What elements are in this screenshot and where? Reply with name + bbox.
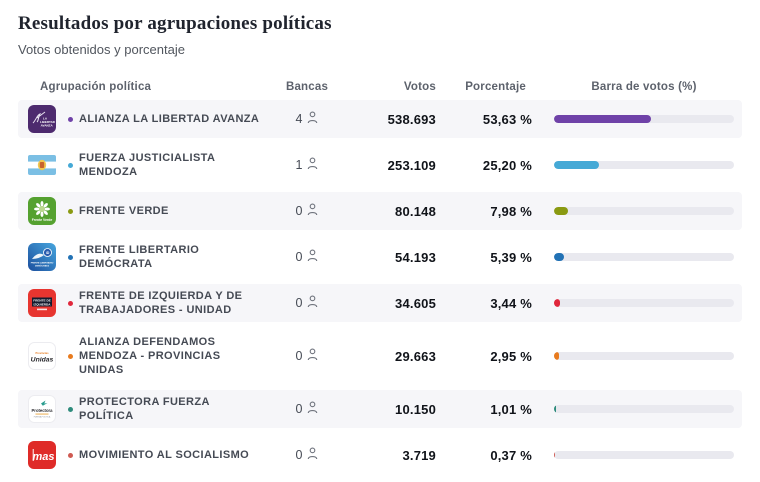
vote-bar-fill	[554, 161, 599, 169]
percentage-value: 7,98 %	[490, 203, 532, 219]
party-color-bullet	[68, 453, 73, 458]
seats-count: 0	[295, 250, 303, 264]
header-seats: Bancas	[285, 81, 329, 93]
svg-text:LA: LA	[43, 116, 47, 121]
svg-text:FRENTE LIBERTARIO: FRENTE LIBERTARIO	[30, 262, 54, 265]
party-row	[18, 238, 742, 276]
svg-text:AVANZA: AVANZA	[40, 123, 53, 128]
party-color-bullet	[68, 117, 73, 122]
party-cell	[28, 441, 267, 469]
party-row	[18, 436, 742, 474]
person-icon	[307, 348, 318, 364]
svg-text:iD: iD	[45, 251, 50, 255]
header-percentage: Porcentaje	[465, 81, 526, 93]
party-logo	[28, 441, 56, 469]
party-logo	[28, 289, 56, 317]
person-icon	[307, 203, 318, 219]
svg-text:Protectora: Protectora	[31, 407, 53, 413]
party-logo	[28, 395, 56, 423]
party-cell	[28, 105, 267, 133]
votes-value: 54.193	[395, 249, 436, 265]
seats-cell	[267, 447, 347, 463]
party-name: ALIANZA LA LIBERTAD AVANZA	[79, 113, 260, 125]
person-icon	[307, 249, 318, 265]
party-cell	[28, 151, 267, 179]
vote-bar-cell	[532, 207, 734, 215]
party-color-bullet	[68, 354, 73, 359]
svg-text:DEMÓCRATA: DEMÓCRATA	[35, 265, 49, 268]
vote-bar-track	[554, 161, 734, 169]
party-color-bullet	[68, 301, 73, 306]
results-table	[18, 76, 742, 474]
party-row	[18, 330, 742, 382]
vote-bar-cell	[532, 352, 734, 360]
percentage-value: 3,44 %	[490, 295, 532, 311]
party-color-bullet	[68, 255, 73, 260]
party-row	[18, 146, 742, 184]
svg-text:FUERZA POLÍTICA: FUERZA POLÍTICA	[33, 416, 51, 419]
party-name: ALIANZA DEFENDAMOS MENDOZA - PROVINCIAS UNIDAS	[79, 336, 221, 376]
party-name: FUERZA JUSTICIALISTA MENDOZA	[79, 152, 215, 178]
vote-bar-cell	[532, 253, 734, 261]
percentage-value: 2,95 %	[490, 348, 532, 364]
percentage-value: 53,63 %	[482, 111, 532, 127]
party-color-bullet	[68, 209, 73, 214]
party-row	[18, 390, 742, 428]
vote-bar-track	[554, 451, 734, 459]
seats-count: 0	[295, 402, 303, 416]
svg-text:mas: mas	[32, 451, 55, 463]
vote-bar-fill	[554, 451, 555, 459]
vote-bar-cell	[532, 451, 734, 459]
vote-bar-cell	[532, 161, 734, 169]
seats-count: 1	[295, 158, 303, 172]
party-row	[18, 284, 742, 322]
percentage-value: 25,20 %	[482, 157, 532, 173]
svg-text:IZQUIERDA: IZQUIERDA	[33, 302, 51, 307]
percentage-value: 5,39 %	[490, 249, 532, 265]
party-row	[18, 192, 742, 230]
vote-bar-track	[554, 253, 734, 261]
party-cell	[28, 395, 267, 423]
vote-bar-fill	[554, 253, 564, 261]
svg-text:LIBERTAD: LIBERTAD	[40, 120, 55, 124]
vote-bar-track	[554, 352, 734, 360]
page-title: Resultados por agrupaciones políticas	[18, 13, 332, 34]
party-color-bullet	[68, 407, 73, 412]
party-name: MOVIMIENTO AL SOCIALISMO	[79, 449, 250, 461]
header-party: Agrupación política	[40, 81, 152, 93]
svg-text:FRENTE DE: FRENTE DE	[33, 298, 51, 303]
vote-bar-track	[554, 207, 734, 215]
person-icon	[307, 401, 318, 417]
party-name: FRENTE LIBERTARIO DEMÓCRATA	[79, 244, 200, 270]
vote-bar-cell	[532, 405, 734, 413]
vote-bar-fill	[554, 299, 560, 307]
party-name: PROTECTORA FUERZA POLÍTICA	[79, 396, 210, 422]
svg-text:Unidas: Unidas	[30, 356, 54, 364]
party-row	[18, 100, 742, 138]
vote-bar-track	[554, 405, 734, 413]
party-color-bullet	[68, 163, 73, 168]
seats-count: 0	[295, 349, 303, 363]
vote-bar-cell	[532, 299, 734, 307]
votes-value: 253.109	[387, 157, 436, 173]
person-icon	[307, 111, 318, 127]
vote-bar-fill	[554, 207, 568, 215]
vote-bar-cell	[532, 115, 734, 123]
party-cell	[28, 243, 267, 271]
table-header-row	[18, 76, 742, 98]
header-votes: Votos	[403, 81, 436, 93]
party-cell	[28, 197, 267, 225]
seats-cell	[267, 295, 347, 311]
seats-cell	[267, 348, 347, 364]
votes-value: 29.663	[395, 348, 436, 364]
votes-value: 3.719	[402, 447, 436, 463]
party-logo	[28, 105, 56, 133]
person-icon	[307, 157, 318, 173]
votes-value: 10.150	[395, 401, 436, 417]
party-name: FRENTE VERDE	[79, 205, 169, 217]
svg-text:Frente Verde: Frente Verde	[31, 218, 53, 223]
votes-value: 80.148	[395, 203, 436, 219]
vote-bar-fill	[554, 115, 651, 123]
vote-bar-track	[554, 115, 734, 123]
seats-cell	[267, 111, 347, 127]
party-logo	[28, 342, 56, 370]
party-logo	[28, 197, 56, 225]
header-vote-bar: Barra de votos (%)	[591, 81, 697, 93]
seats-cell	[267, 157, 347, 173]
party-name: FRENTE DE IZQUIERDA Y DE TRABAJADORES - UNIDAD	[79, 290, 243, 316]
seats-count: 4	[295, 112, 303, 126]
party-cell	[28, 289, 267, 317]
percentage-value: 0,37 %	[490, 447, 532, 463]
seats-count: 0	[295, 204, 303, 218]
percentage-value: 1,01 %	[490, 401, 532, 417]
seats-count: 0	[295, 296, 303, 310]
table-body	[18, 100, 742, 474]
votes-value: 34.605	[395, 295, 436, 311]
person-icon	[307, 447, 318, 463]
person-icon	[307, 295, 318, 311]
party-cell	[28, 335, 267, 377]
seats-cell	[267, 249, 347, 265]
votes-value: 538.693	[387, 111, 436, 127]
vote-bar-track	[554, 299, 734, 307]
page-subtitle: Votos obtenidos y porcentaje	[18, 42, 185, 57]
vote-bar-fill	[554, 352, 559, 360]
svg-text:Provincias: Provincias	[35, 352, 49, 355]
party-logo	[28, 243, 56, 271]
seats-cell	[267, 401, 347, 417]
seats-count: 0	[295, 448, 303, 462]
seats-cell	[267, 203, 347, 219]
party-logo	[28, 151, 56, 179]
vote-bar-fill	[554, 405, 556, 413]
